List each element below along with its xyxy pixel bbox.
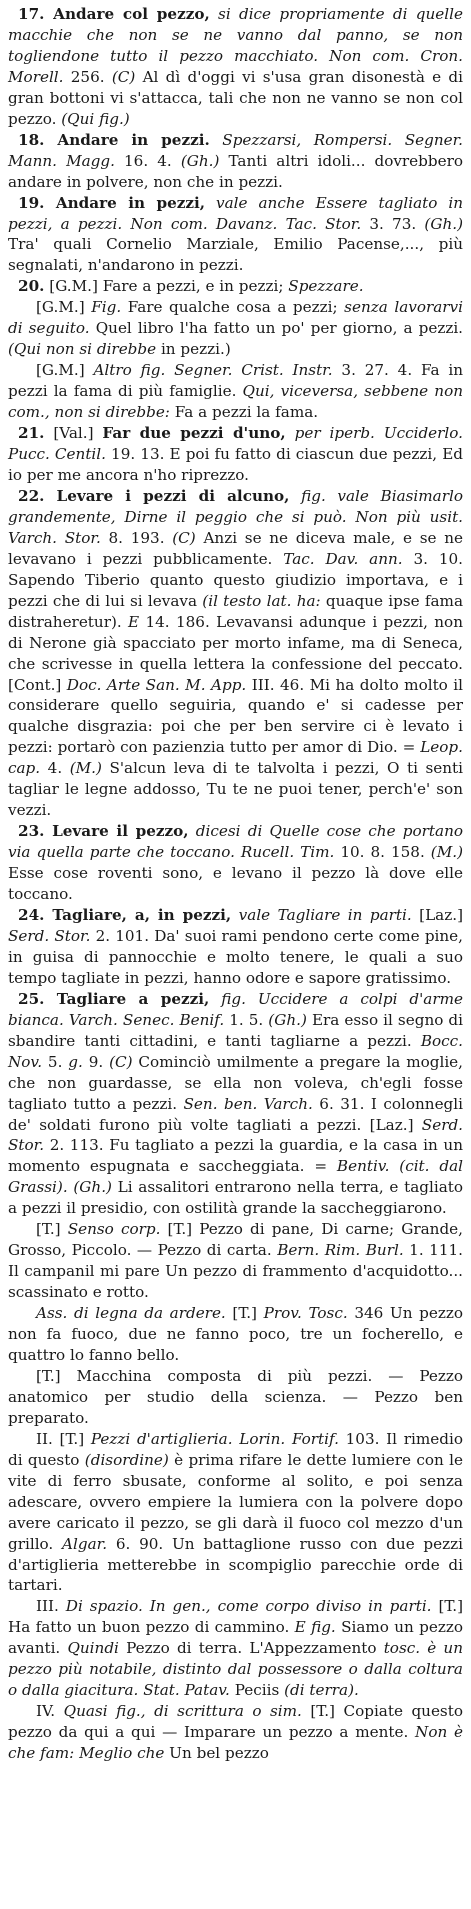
entry-text: [T.]	[36, 1220, 68, 1239]
entry-text: [T.]	[225, 1304, 264, 1323]
italic-text: (Qui non si direbbe	[8, 340, 157, 359]
entry-text: Siamo un pezzo avanti.	[8, 1618, 463, 1658]
entry-text: [G.M.]	[36, 298, 92, 317]
entry-heading: 24. Tagliare, a, in pezzi,	[18, 905, 232, 924]
entry-text: Fare qualche cosa a pezzi;	[121, 298, 345, 317]
italic-text: Spezzare.	[288, 277, 364, 296]
entry-text: Esse cose roventi sono, e levano il pezzo là dove elle toccano.	[8, 864, 463, 904]
entry-text: IV.	[36, 1702, 64, 1721]
entry-text: Quel libro l'ha fatto un po' per giorno, a pezzi.	[89, 319, 464, 338]
italic-text: (C)	[172, 528, 196, 547]
entry-text: [T.] Copiate questo pezzo da qui a qui — Imparare un pezzo a mente.	[8, 1702, 463, 1742]
entry-paragraph-e23	[8, 821, 463, 905]
entry-text: 1. 111. Il campanil mi pare Un pezzo di frammento d'acquidotto... scassinato e rotto.	[8, 1241, 463, 1302]
entry-text: Al dì d'oggi vi s'usa gran disonestà e di gran bottoni vi s'attacca, tali che non ne vanno se non col pezzo.	[8, 67, 463, 128]
entry-paragraph-e18	[8, 130, 463, 193]
entry-text: 346 Un pezzo non fa fuoco, due ne fanno poco, tre un focherello, e quattro lo fanno bello.	[8, 1304, 463, 1364]
italic-text: Altro fig. Segner. Crist. Instr.	[93, 361, 333, 380]
entry-paragraph-e19	[8, 193, 463, 277]
entry-paragraph-e20b	[8, 360, 463, 423]
entry-text: 6. 90. Un battaglione russo con due pezzi d'artiglieria metterebbe in scompiglio parecchie orde di tartari.	[8, 1534, 464, 1595]
entry-text: Tanti altri idoli... dovrebbero andare in polvere, non che in pezzi.	[8, 151, 464, 191]
italic-text: Ass. di legna da ardere.	[36, 1304, 226, 1323]
entry-heading: 23. Levare il pezzo,	[18, 822, 189, 841]
italic-text: vale anche Essere tagliato in pezzi, a pezzi. Non com. Davanz. Tac. Stor.	[8, 193, 463, 233]
italic-text: senza lavorarvi di seguito.	[8, 298, 463, 338]
italic-text: per iperb. Ucciderlo. Pucc. Centil.	[8, 424, 463, 464]
entry-paragraph-t2	[8, 1303, 463, 1366]
entry-text: 14. 186. Levavansi adunque i pezzi, non di Nerone già spacciato per morto infame, ma di Seneca, che scrivesse in quella lettera la confessione del peccato. [Cont.]	[8, 612, 463, 694]
entry-heading: 21.	[18, 424, 45, 443]
italic-text: fig. vale Biasimarlo grandemente, Dirne il peggio che si può. Non più usit. Varch. Stor.	[8, 486, 463, 547]
italic-text: fig. Uccidere a colpi d'arme bianca. Varch. Senec. Benif.	[8, 989, 463, 1029]
entry-text: Tra' quali Cornelio Marziale, Emilio Pacense,..., più segnalati, n'andarono in pezzi.	[8, 235, 463, 275]
entry-text: 16. 4.	[114, 151, 181, 170]
entry-text: Anzi se ne diceva male, e se ne levavano i pezzi pubblicamente.	[8, 528, 463, 568]
italic-text: (M.)	[69, 759, 102, 778]
entry-text: Un bel pezzo	[164, 1744, 269, 1763]
entry-paragraph-e24	[8, 905, 463, 989]
italic-text: (Gh.)	[424, 214, 463, 233]
italic-text: (Gh.)	[73, 1178, 112, 1197]
entry-text: è prima rifare le dette lumiere con le vite di ferro sbusate, conforme al solito, e poi senza adescare, ovvero empiere la lumiera con la polvere dopo avere caricato il pezzo, se gli darà il fuoco col mezzo d'un grillo.	[8, 1450, 463, 1553]
entry-text: Fa a pezzi la fama.	[169, 403, 319, 422]
italic-text: Di spazio. In gen., come corpo diviso in parti.	[65, 1597, 432, 1616]
italic-text: Prov. Tosc.	[263, 1304, 348, 1323]
italic-text: Sen. ben. Varch.	[183, 1094, 313, 1113]
italic-text: g.	[68, 1052, 83, 1071]
italic-text: (Qui fig.)	[61, 109, 130, 128]
entry-text: 3. 73.	[361, 214, 425, 233]
italic-text: Fig.	[91, 298, 122, 317]
italic-text: Bern. Rim. Burl.	[277, 1241, 404, 1260]
italic-text: (M.)	[430, 843, 464, 862]
entry-text: [T.] Ha fatto un buon pezzo di cammino.	[8, 1597, 464, 1637]
entry-heading: 19. Andare in pezzi,	[18, 193, 206, 212]
italic-text: Bentiv. (cit. dal Grassi).	[8, 1157, 463, 1197]
italic-text: Quindi	[67, 1639, 119, 1658]
italic-text: E fig.	[294, 1618, 336, 1637]
entry-paragraph-e20	[8, 276, 463, 297]
italic-text: vale Tagliare in parti.	[231, 905, 412, 924]
italic-text: (Gh.)	[180, 151, 220, 170]
entry-text: quaque ipse fama distraheretur).	[8, 591, 463, 631]
entry-text: [T.] Pezzo di pane, Di carne; Grande, Grosso, Piccolo. — Pezzo di carta.	[8, 1220, 463, 1260]
entry-heading: 18. Andare in pezzi.	[18, 130, 210, 149]
entry-paragraph-e22	[8, 486, 463, 821]
italic-text: E	[128, 612, 140, 631]
entry-text: 9.	[82, 1052, 110, 1071]
entry-heading: 25. Tagliare a pezzi,	[18, 989, 210, 1008]
entry-text: S'alcun leva di te talvolta i pezzi, O ti senti tagliar le legne addosso, Tu te ne puoi tener, perch'e' son vezzi.	[8, 759, 463, 820]
italic-text: (C)	[111, 67, 136, 86]
italic-text: Qui, viceversa, sebbene non com., non si direbbe:	[8, 382, 463, 422]
entry-text: 8. 193.	[100, 528, 173, 547]
entry-text: 4.	[40, 759, 70, 778]
italic-text: Pezzi d'artiglieria. Lorin. Fortif.	[90, 1429, 339, 1448]
italic-text: (il testo lat. ha:	[202, 591, 321, 610]
entry-paragraph-e20a	[8, 297, 463, 360]
entry-paragraph-e17	[8, 4, 463, 130]
italic-text: Bocc. Nov.	[8, 1031, 463, 1071]
entry-heading: 20.	[18, 277, 45, 296]
entry-paragraph-t5	[8, 1596, 463, 1701]
entry-text: 10. 8. 158.	[334, 843, 431, 862]
entry-text: [G.M.]	[36, 361, 94, 380]
entry-text: Era esso il segno di sbandire tanti cittadini, e tanti tagliarne a pezzi.	[8, 1010, 463, 1050]
italic-text: tosc. è un pezzo più notabile, distinto dal possessore o dalla coltura o dalla giacitura. Stat. Patav.	[8, 1639, 463, 1700]
entry-paragraph-t6	[8, 1701, 463, 1764]
italic-text: Serd. Stor.	[8, 926, 91, 945]
entry-text: 2. 101. Da' suoi rami pendono certe come pine, in guisa di pannocchie e molto tenere, le quali a suo tempo tagliate in pezzi, hanno odore e sapore gratissimo.	[8, 926, 464, 987]
entry-text: II. [T.]	[36, 1429, 91, 1448]
dictionary-entries	[8, 4, 463, 1764]
italic-text: Senso corp.	[67, 1220, 161, 1239]
entry-text: Peciis	[229, 1681, 285, 1700]
entry-paragraph-e25	[8, 989, 463, 1219]
entry-text: Pezzo di terra. L'Appezzamento	[118, 1639, 384, 1658]
entry-text: [Laz.]	[411, 905, 463, 924]
entry-text: in pezzi.)	[156, 340, 231, 359]
entry-text: [G.M.] Fare a pezzi, e in pezzi;	[44, 277, 289, 296]
italic-text: (C)	[109, 1052, 133, 1071]
italic-text: Doc. Arte San. M. App.	[66, 675, 247, 694]
entry-text: Cominciò umilmente a pregare la moglie, che non guardasse, se ella non voleva, ch'egli fosse tagliato tutto a pezzi.	[8, 1052, 463, 1113]
entry-text: 1. 5.	[224, 1010, 269, 1029]
entry-text: 103. Il rimedio di questo	[8, 1429, 463, 1469]
entry-text: III. 46. Mi ha dolto molto il considerare quello seguiria, quando e' si cadesse per qualche disgrazia: poi che per ben servire ci è levato i pezzi: portarò con pazienzia tutto per amor di Dio. =	[8, 675, 463, 757]
italic-text: dicesi di Quelle cose che portano via quella parte che toccano. Rucell. Tim.	[8, 822, 463, 862]
entry-heading: Far due pezzi d'uno,	[102, 424, 286, 443]
entry-text: Li assalitori entrarono nella terra, e tagliato a pezzi il presidio, con ostilità grande la saccheggiarono.	[8, 1178, 463, 1218]
italic-text: Leop. cap.	[8, 738, 463, 778]
entry-text: III.	[36, 1597, 66, 1616]
entry-heading: 22. Levare i pezzi di alcuno,	[18, 486, 290, 505]
italic-text: Quasi fig., di scrittura o sim.	[63, 1702, 302, 1721]
entry-heading: 17. Andare col pezzo,	[18, 5, 210, 23]
entry-paragraph-t1	[8, 1219, 463, 1303]
entry-text: 2. 113. Fu tagliato a pezzi la guardia, e la casa in un momento espugnata e saccheggiata. =	[8, 1136, 463, 1176]
entry-paragraph-e21	[8, 423, 463, 486]
entry-text: 6. 31. I colonnegli de' soldati furono più volte tagliati a pezzi. [Laz.]	[8, 1094, 463, 1134]
entry-text: 5.	[42, 1052, 69, 1071]
entry-text: 19. 13. E poi fu fatto di ciascun due pezzi, Ed io per me ancora n'ho riprezzo.	[8, 445, 463, 484]
italic-text: (disordine)	[84, 1450, 169, 1469]
entry-text: [Val.]	[44, 424, 103, 443]
entry-text: 256.	[63, 67, 112, 86]
entry-text: 3. 10. Sapendo Tiberio quanto questo giudizio importava, e i pezzi che di lui si levava	[8, 549, 463, 610]
italic-text: Algar.	[62, 1534, 108, 1553]
italic-text: (di terra).	[284, 1681, 359, 1700]
italic-text: (Gh.)	[268, 1010, 307, 1029]
italic-text: Serd. Stor.	[8, 1115, 463, 1155]
entry-text: 3. 27. 4. Fa in pezzi la fama di più famiglie.	[8, 361, 463, 401]
italic-text: si dice propriamente di quelle macchie che non se ne vanno dal panno, se non togliendone tutto il pezzo macchiato. Non com. Cron. Morell.	[8, 5, 463, 86]
entry-paragraph-t3	[8, 1366, 463, 1429]
italic-text: Tac. Dav. ann.	[283, 549, 403, 568]
entry-paragraph-t4	[8, 1429, 463, 1597]
italic-text: Non è che fam: Meglio che	[8, 1723, 463, 1763]
entry-text: [T.] Macchina composta di più pezzi. — Pezzo anatomico per studio della scienza. — Pezzo ben preparato.	[8, 1366, 463, 1427]
italic-text: Spezzarsi, Rompersi. Segner. Mann. Magg.	[8, 130, 464, 170]
